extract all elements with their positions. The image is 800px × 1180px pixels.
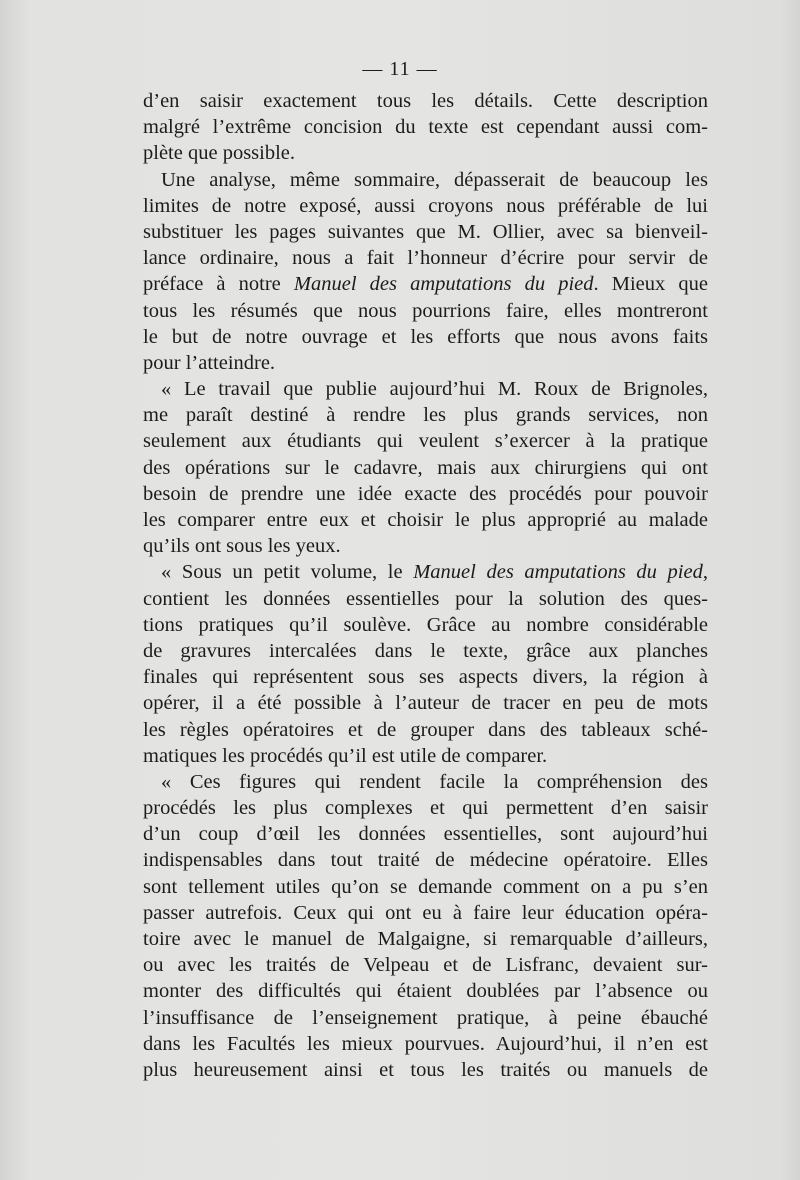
text-line: plète que possible. bbox=[143, 142, 296, 165]
text-line: sont tellement utiles qu’on se demande comment on a pu s’en bbox=[143, 875, 708, 898]
text-line: indispensables dans tout traité de médecine opératoire. Elles bbox=[143, 849, 708, 872]
text-line: procédés les plus complexes et qui permettent d’en saisir bbox=[143, 797, 708, 820]
text-segment: préface à notre bbox=[143, 273, 294, 296]
italic-title: Manuel des amputations du pied bbox=[293, 273, 594, 296]
text-segment: . Mieux que bbox=[593, 273, 708, 296]
text-line: me paraît destiné à rendre les plus grands services, non bbox=[143, 404, 708, 427]
text-line: tions pratiques qu’il soulève. Grâce au nombre considérable bbox=[143, 613, 708, 636]
body-text bbox=[143, 88, 708, 1083]
text-line: dans les Facultés les mieux pourvues. Aujourd’hui, il n’en est bbox=[143, 1032, 708, 1055]
text-segment: , bbox=[702, 561, 708, 584]
text-line: d’un coup d’œil les données essentielles, sont aujourd’hui bbox=[143, 823, 708, 846]
text-line: tous les résumés que nous pourrions faire, elles montreront bbox=[143, 299, 708, 322]
text-line: pour l’atteindre. bbox=[143, 351, 276, 374]
text-line: besoin de prendre une idée exacte des procédés pour pouvoir bbox=[143, 482, 708, 505]
text-line: qu’ils ont sous les yeux. bbox=[143, 535, 341, 558]
text-line: limites de notre exposé, aussi croyons nous préférable de lui bbox=[143, 194, 708, 217]
text-line bbox=[143, 559, 708, 585]
text-line: lance ordinaire, nous a fait l’honneur d’écrire pour servir de bbox=[143, 247, 708, 270]
text-line: matiques les procédés qu’il est utile de comparer. bbox=[143, 744, 548, 767]
text-line: l’insuffisance de l’enseignement pratique, à peine ébauché bbox=[143, 1006, 708, 1029]
text-line: « Le travail que publie aujourd’hui M. Roux de Brignoles, bbox=[161, 378, 708, 401]
text-line: substituer les pages suivantes que M. Ollier, avec sa bienveil- bbox=[143, 220, 708, 243]
italic-title: Manuel des amputations du pied bbox=[413, 561, 703, 584]
text-line: plus heureusement ainsi et tous les traités ou manuels de bbox=[143, 1058, 708, 1081]
text-line: Une analyse, même sommaire, dépasserait de beaucoup les bbox=[161, 168, 708, 191]
text-line: les règles opératoires et de grouper dans des tableaux sché- bbox=[143, 718, 708, 741]
text-line: monter des difficultés qui étaient doublées par l’absence ou bbox=[143, 980, 708, 1003]
text-line bbox=[143, 271, 708, 297]
text-line: ou avec les traités de Velpeau et de Lisfranc, devaient sur- bbox=[143, 954, 708, 977]
text-line: finales qui représentent sous ses aspects divers, la région à bbox=[143, 666, 708, 689]
text-line: toire avec le manuel de Malgaigne, si remarquable d’ailleurs, bbox=[143, 928, 708, 950]
text-line: le but de notre ouvrage et les efforts que nous avons faits bbox=[143, 325, 708, 348]
text-line: d’en saisir exactement tous les détails. Cette description bbox=[143, 90, 708, 112]
text-line: de gravures intercalées dans le texte, grâce aux planches bbox=[143, 639, 708, 662]
text-line: malgré l’extrême concision du texte est cependant aussi com- bbox=[143, 116, 708, 139]
page-number: — 11 — bbox=[362, 58, 438, 80]
text-line: « Ces figures qui rendent facile la compréhension des bbox=[161, 770, 708, 793]
text-line: passer autrefois. Ceux qui ont eu à faire leur éducation opéra- bbox=[143, 901, 708, 924]
text-line: opérer, il a été possible à l’auteur de tracer en peu de mots bbox=[143, 692, 708, 715]
text-line: contient les données essentielles pour la solution des ques- bbox=[143, 587, 708, 610]
text-segment: « Sous un petit volume, le bbox=[161, 561, 414, 584]
text-line: des opérations sur le cadavre, mais aux chirurgiens qui ont bbox=[143, 456, 708, 479]
text-line: seulement aux étudiants qui veulent s’exercer à la pratique bbox=[143, 430, 708, 453]
text-line: les comparer entre eux et choisir le plus approprié au malade bbox=[143, 509, 708, 531]
